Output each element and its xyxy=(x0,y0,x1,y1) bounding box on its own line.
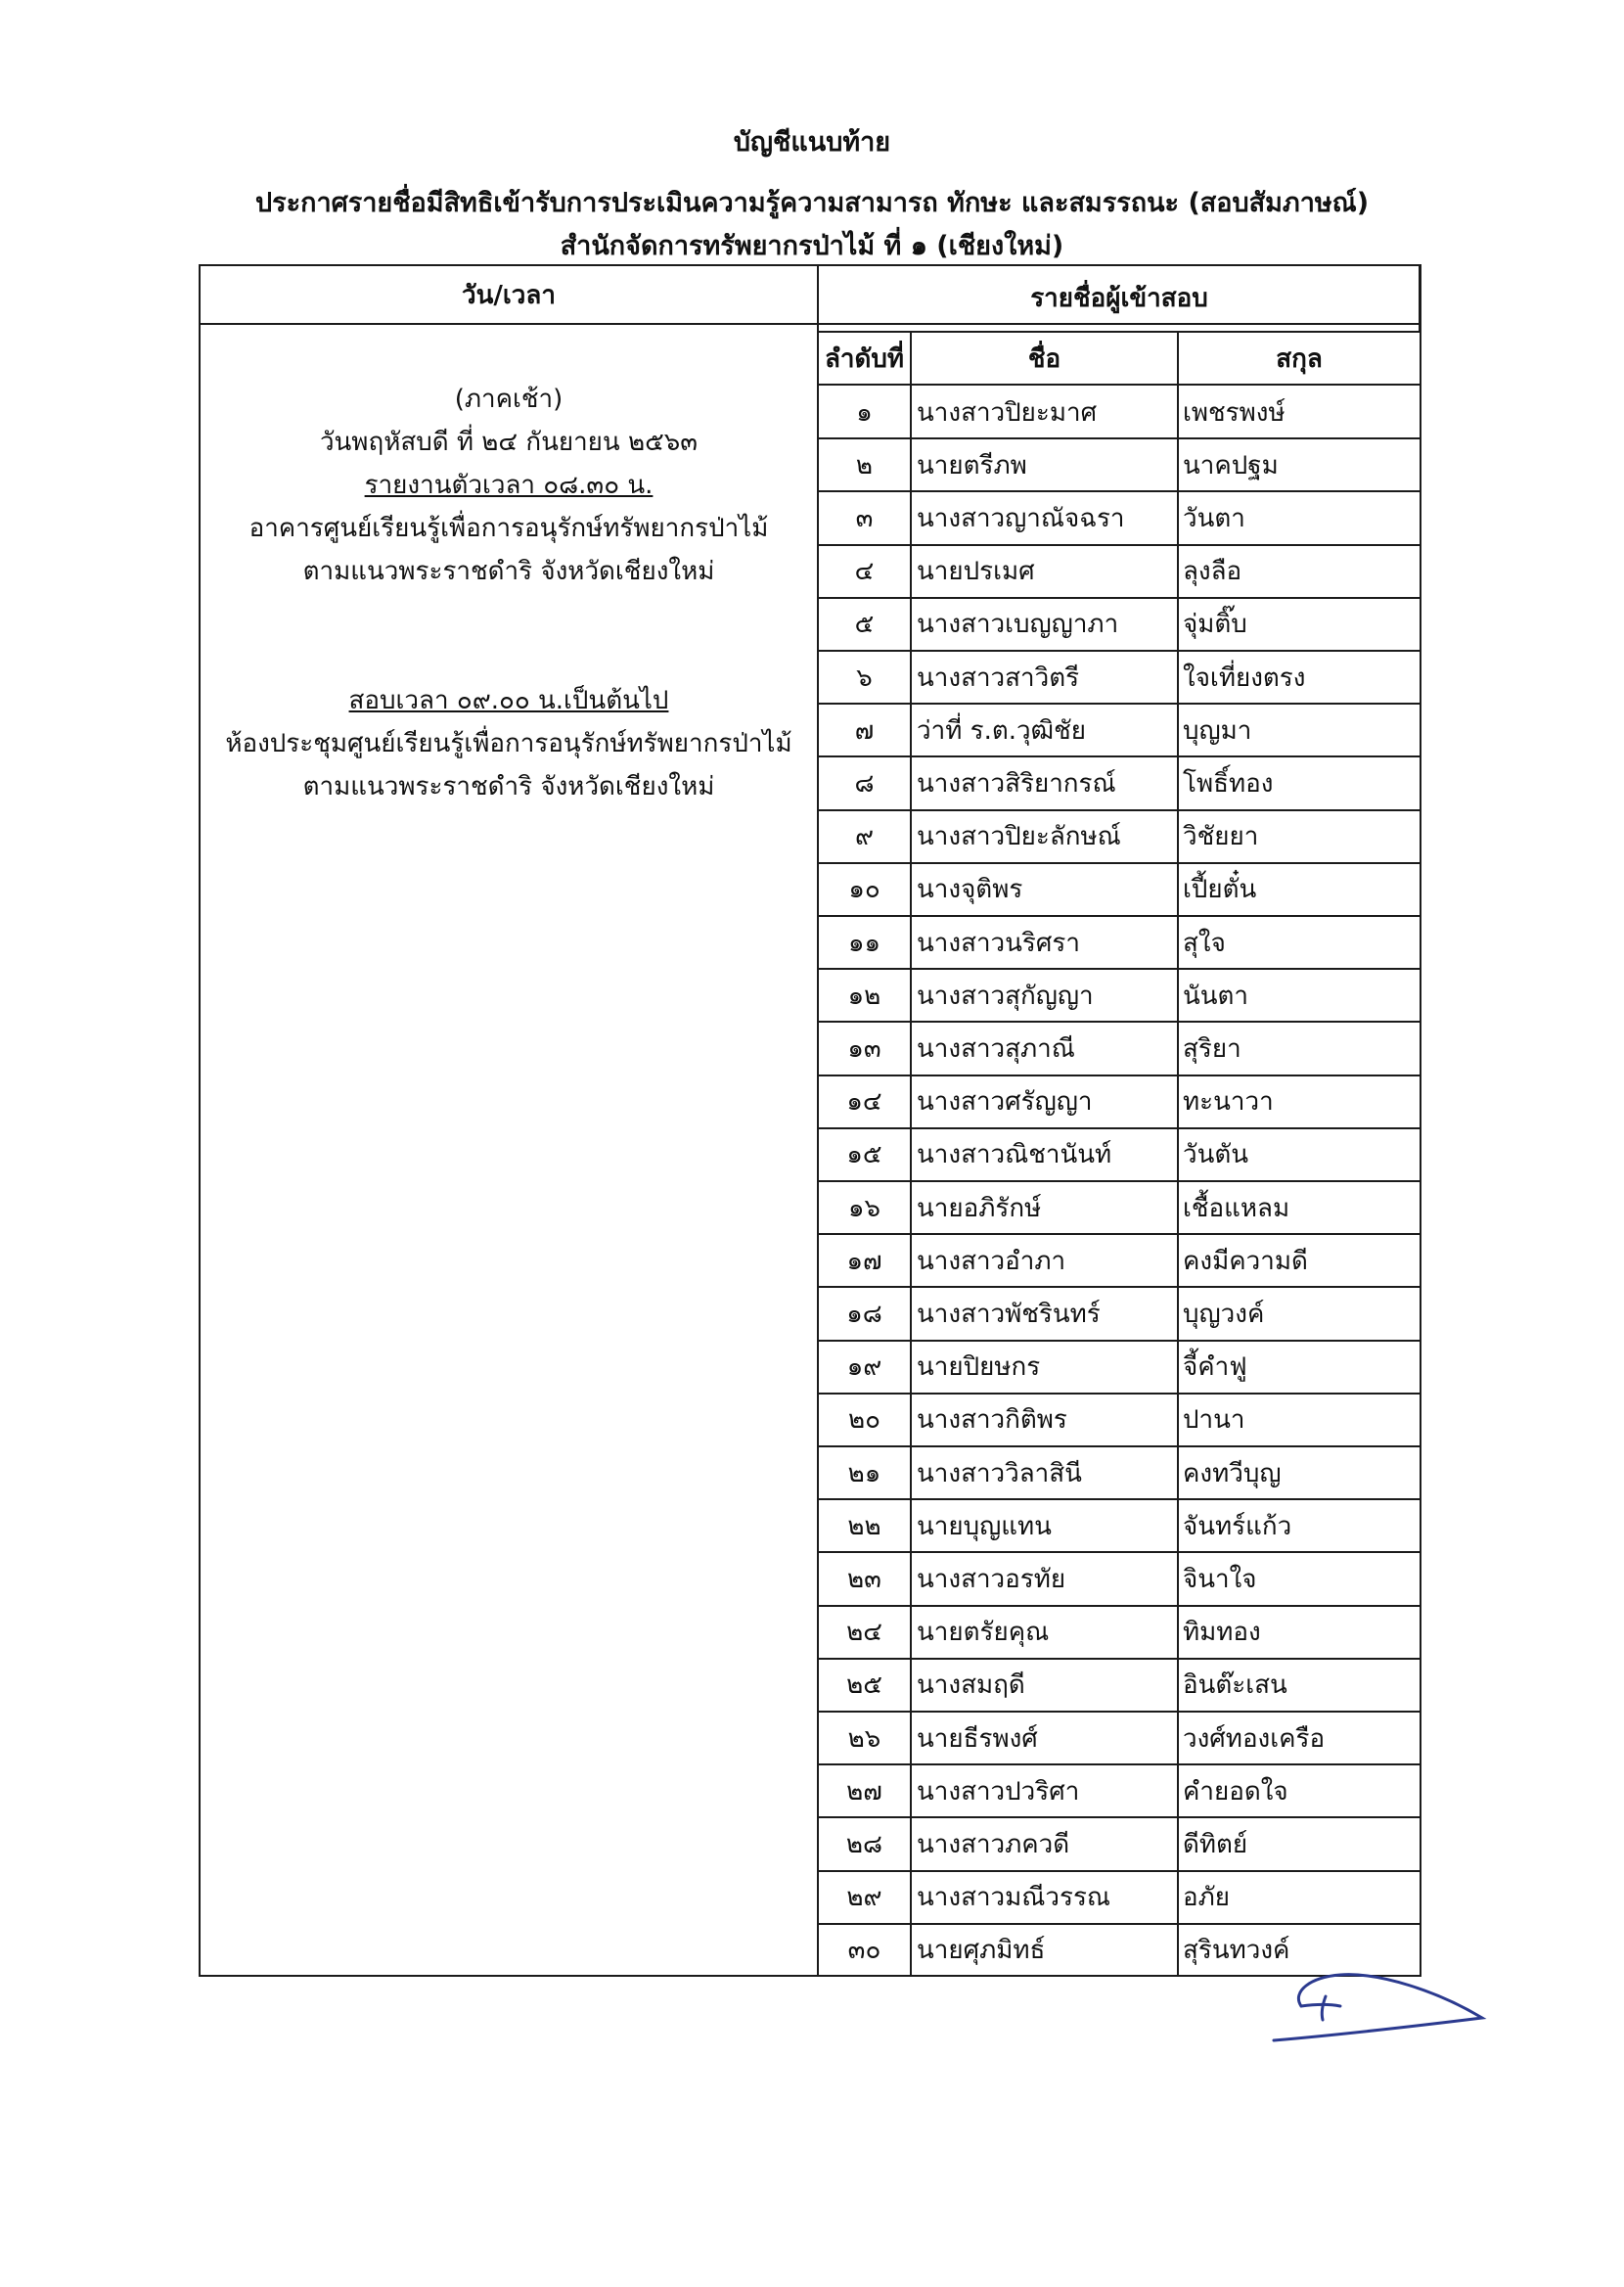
row-number: ๒๓ xyxy=(847,1564,881,1594)
announcement-title: ประกาศรายชื่อมีสิทธิเข้ารับการประเมินความรู้ความสามารถ ทักษะ และสมรรถนะ (สอบสัมภาษณ์) xyxy=(254,188,1370,218)
row-first-name: นายปรเมศ xyxy=(917,557,1035,587)
row-first-name: นายธีรพงศ์ xyxy=(917,1723,1038,1754)
row-number: ๑๔ xyxy=(846,1087,882,1118)
exam-place-line-1: ห้องประชุมศูนย์เรียนรู้เพื่อการอนุรักษ์ทรัพยากรป่าไม้ xyxy=(225,729,792,758)
column-divider xyxy=(1177,333,1179,1975)
row-first-name: นางสาวสิริยากรณ์ xyxy=(917,768,1116,799)
row-last-name: นันตา xyxy=(1183,981,1249,1011)
row-last-name: วันตา xyxy=(1183,503,1245,533)
row-first-name: นางสาวปิยะลักษณ์ xyxy=(917,822,1121,852)
row-first-name: นายบุญแทน xyxy=(917,1511,1052,1541)
row-number: ๑๙ xyxy=(846,1352,882,1383)
row-number: ๑๓ xyxy=(847,1033,881,1064)
row-first-name: นางสาวปวริศา xyxy=(917,1776,1080,1807)
row-last-name: สุริยา xyxy=(1183,1033,1241,1064)
row-last-name: วงศ์ทองเครือ xyxy=(1183,1723,1326,1754)
row-first-name: นางสาวสุภาณี xyxy=(917,1033,1075,1064)
row-number: ๒๒ xyxy=(847,1511,881,1541)
column-header-datetime: วัน/เวลา xyxy=(462,280,556,310)
row-number: ๗ xyxy=(854,715,875,746)
row-number: ๑๕ xyxy=(846,1140,882,1170)
row-number: ๔ xyxy=(854,557,875,587)
row-last-name: ดีทิตย์ xyxy=(1183,1829,1248,1859)
row-last-name: สุใจ xyxy=(1183,928,1226,958)
exam-place-line-2: ตามแนวพระราชดำริ จังหวัดเชียงใหม่ xyxy=(302,772,715,801)
row-last-name: จุ่มติ๊บ xyxy=(1183,610,1247,640)
row-first-name: นางสาวอำภา xyxy=(917,1246,1066,1276)
row-first-name: นางสาวสุกัญญา xyxy=(917,981,1094,1011)
row-first-name: นางสาวเบญญาภา xyxy=(917,610,1119,640)
row-first-name: นางสาวนริศรา xyxy=(917,928,1080,958)
row-first-name: นางสาวอรทัย xyxy=(917,1564,1066,1594)
column-header-candidates: รายชื่อผู้เข้าสอบ xyxy=(1030,283,1208,313)
row-last-name: บุญมา xyxy=(1183,715,1252,746)
row-number: ๑๖ xyxy=(847,1193,880,1223)
row-number: ๖ xyxy=(856,663,873,693)
row-last-name: วิชัยยา xyxy=(1183,822,1259,852)
report-time: รายงานตัวเวลา ๐๘.๓๐ น. xyxy=(364,471,654,500)
row-first-name: นายตรีภพ xyxy=(917,450,1027,480)
row-number: ๑๐ xyxy=(848,875,880,905)
schedule-info xyxy=(201,378,817,808)
row-first-name: นางสาวศรัญญา xyxy=(917,1087,1093,1118)
row-last-name: อภัย xyxy=(1183,1883,1230,1913)
exam-time: สอบเวลา ๐๙.๐๐ น.เป็นต้นไป xyxy=(348,686,669,715)
session-label: (ภาคเช้า) xyxy=(454,385,564,414)
row-number: ๒๙ xyxy=(846,1883,882,1913)
row-last-name: ปานา xyxy=(1183,1405,1245,1436)
row-number: ๒ xyxy=(855,450,874,480)
row-last-name: คงทวีบุญ xyxy=(1183,1458,1282,1488)
row-last-name: คำยอดใจ xyxy=(1183,1776,1288,1807)
row-number: ๒๐ xyxy=(847,1405,880,1436)
row-last-name: สุรินทวงค์ xyxy=(1183,1936,1290,1966)
row-number: ๑ xyxy=(856,397,873,428)
row-number: ๒๘ xyxy=(845,1829,883,1859)
row-last-name: โพธิ์ทอง xyxy=(1183,768,1274,799)
row-last-name: คงมีความดี xyxy=(1183,1246,1308,1276)
row-last-name: ใจเที่ยงตรง xyxy=(1183,663,1306,693)
row-first-name: นายศุภมิทธ์ xyxy=(917,1936,1046,1966)
row-first-name: นางสาวพัชรินทร์ xyxy=(917,1299,1101,1329)
row-number: ๙ xyxy=(854,822,875,852)
row-first-name: นายตรัยคุณ xyxy=(917,1618,1050,1648)
row-last-name: อินต๊ะเสน xyxy=(1183,1670,1287,1701)
row-last-name: ทะนาวา xyxy=(1183,1087,1274,1118)
column-header-first-name: ชื่อ xyxy=(1027,343,1061,374)
row-last-name: จันทร์แก้ว xyxy=(1183,1511,1292,1541)
row-first-name: นางสาวปิยะมาศ xyxy=(917,397,1098,428)
office-name: สำนักจัดการทรัพยากรป่าไม้ ที่ ๑ (เชียงใหม่) xyxy=(560,231,1064,261)
row-first-name: นางสาวมณีวรรณ xyxy=(917,1883,1111,1913)
row-number: ๑๗ xyxy=(846,1246,882,1276)
report-place-line-1: อาคารศูนย์เรียนรู้เพื่อการอนุรักษ์ทรัพยากรป่าไม้ xyxy=(248,514,769,543)
row-last-name: จินาใจ xyxy=(1183,1564,1257,1594)
row-number: ๕ xyxy=(854,610,875,640)
row-number: ๑๘ xyxy=(846,1299,882,1329)
row-first-name: นางสาววิลาสินี xyxy=(917,1458,1082,1488)
row-number: ๒๕ xyxy=(846,1670,882,1701)
row-number: ๒๑ xyxy=(847,1458,881,1488)
row-first-name: นางสาวสาวิตรี xyxy=(917,663,1080,693)
row-last-name: วันตัน xyxy=(1183,1140,1249,1170)
candidate-table xyxy=(199,264,1421,1977)
column-header-last-name: สกุล xyxy=(1276,343,1323,374)
row-last-name: ลุงลือ xyxy=(1183,557,1242,587)
row-last-name: บุญวงค์ xyxy=(1183,1299,1265,1329)
row-first-name: นางสาวญาณัจฉรา xyxy=(917,503,1125,533)
row-number: ๒๗ xyxy=(846,1776,882,1807)
row-first-name: นางสมฤดี xyxy=(917,1670,1025,1701)
exam-date: วันพฤหัสบดี ที่ ๒๔ กันยายน ๒๕๖๓ xyxy=(319,428,699,457)
row-last-name: เปี้ยตั๋น xyxy=(1183,875,1257,905)
row-last-name: จี้คำฟู xyxy=(1183,1352,1247,1383)
document-title: บัญชีแนบท้าย xyxy=(733,127,891,158)
row-first-name: นางสาวภควดี xyxy=(917,1829,1070,1859)
column-divider xyxy=(910,333,912,1975)
signature-mark xyxy=(1272,1947,1497,2055)
row-first-name: นางสาวณิชานันท์ xyxy=(917,1140,1112,1170)
row-number: ๓ xyxy=(855,503,874,533)
row-number: ๘ xyxy=(854,768,875,799)
row-first-name: นายปิยษกร xyxy=(917,1352,1041,1383)
row-number: ๒๖ xyxy=(847,1723,881,1754)
row-first-name: ว่าที่ ร.ต.วุฒิชัย xyxy=(917,715,1086,746)
row-number: ๑๑ xyxy=(847,928,880,958)
row-number: ๒๔ xyxy=(846,1618,882,1648)
column-header-number: ลำดับที่ xyxy=(824,343,905,374)
row-first-name: นายอภิรักษ์ xyxy=(917,1193,1042,1223)
row-last-name: เพชรพงษ์ xyxy=(1183,397,1286,428)
row-first-name: นางสาวกิติพร xyxy=(917,1405,1067,1436)
row-last-name: ทิมทอง xyxy=(1183,1618,1261,1648)
row-last-name: นาคปฐม xyxy=(1183,450,1279,480)
report-place-line-2: ตามแนวพระราชดำริ จังหวัดเชียงใหม่ xyxy=(302,557,715,586)
row-number: ๓๐ xyxy=(847,1936,881,1966)
row-number: ๑๒ xyxy=(847,981,881,1011)
row-first-name: นางจุติพร xyxy=(917,875,1023,905)
row-last-name: เชื้อแหลม xyxy=(1183,1193,1290,1223)
